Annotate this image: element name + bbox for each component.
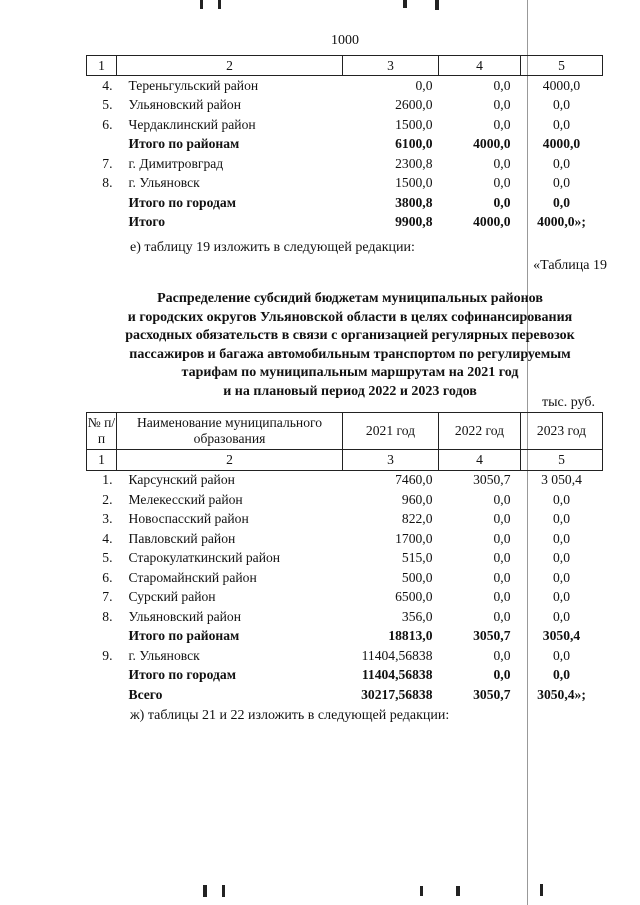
table-row — [87, 470, 603, 490]
row-number: 7. — [102, 155, 113, 171]
row-name: Итого по районам — [128, 628, 240, 644]
row-name: Старокулаткинский район — [128, 550, 281, 566]
scan-artifact-bottom-left — [203, 885, 207, 897]
row-value-col3: 515,0 — [401, 550, 433, 566]
row-value-col5: 3 050,4 — [541, 472, 582, 488]
row-value-col5: 0,0 — [553, 530, 570, 546]
table-row — [87, 96, 603, 116]
row-value-col4: 3050,7 — [473, 472, 511, 488]
row-name: г. Ульяновск — [128, 175, 200, 191]
index-2: 2 — [117, 450, 343, 471]
scan-artifact-top-right2 — [435, 0, 439, 10]
row-value-col5: 0,0 — [553, 116, 570, 132]
row-value-col4: 0,0 — [493, 647, 511, 663]
row-number: 6. — [102, 116, 113, 132]
row-value-col5: 0,0 — [553, 647, 570, 663]
top-header-1: 1 — [87, 56, 117, 76]
top-table-header-row — [87, 56, 603, 76]
row-number: 4. — [102, 530, 113, 546]
main-table-header-row — [87, 413, 603, 450]
row-value-col3: 6500,0 — [395, 589, 433, 605]
table-row — [87, 76, 603, 96]
row-number: 2. — [102, 491, 113, 507]
table-row — [87, 213, 603, 233]
row-value-col4: 3050,7 — [473, 628, 511, 644]
row-value-col4: 0,0 — [493, 608, 511, 624]
scan-artifact-bottom-mid — [222, 885, 225, 897]
row-value-col4: 0,0 — [493, 511, 511, 527]
row-name: Чердаклинский район — [128, 116, 256, 132]
row-value-col3: 30217,56838 — [361, 686, 433, 702]
table-row — [87, 135, 603, 155]
row-value-col3: 3800,8 — [395, 194, 433, 210]
row-number: 7. — [102, 589, 113, 605]
row-value-col4: 0,0 — [493, 550, 511, 566]
row-number: 1. — [102, 472, 113, 488]
row-name: Тереньгульский район — [128, 77, 259, 93]
row-value-col5: 0,0 — [553, 97, 570, 113]
row-value-col4: 0,0 — [493, 77, 511, 93]
row-value-col5: 0,0 — [553, 569, 570, 585]
row-name: Ульяновский район — [128, 608, 241, 624]
row-value-col5: 0,0 — [553, 194, 570, 210]
row-number: 5. — [102, 550, 113, 566]
table-row — [87, 490, 603, 510]
row-value-col4: 4000,0 — [473, 136, 511, 152]
row-number: 5. — [102, 97, 113, 113]
scan-artifact-top-right — [403, 0, 407, 8]
top-table — [86, 55, 603, 232]
row-number: 9. — [102, 647, 113, 663]
top-header-5: 5 — [521, 56, 603, 76]
instruction-e: е) таблицу 19 изложить в следующей редакции: — [130, 240, 415, 255]
row-value-col3: 18813,0 — [388, 628, 433, 644]
row-value-col3: 1500,0 — [395, 175, 433, 191]
row-value-col3: 9900,8 — [395, 214, 433, 230]
table-row — [87, 549, 603, 569]
scan-artifact-bottom-right2 — [456, 886, 460, 896]
scan-artifact-bottom-right3 — [540, 884, 543, 896]
top-header-2: 2 — [117, 56, 343, 76]
row-value-col4: 3050,7 — [473, 686, 511, 702]
row-name: Итого по районам — [128, 136, 240, 152]
row-value-col3: 1500,0 — [395, 116, 433, 132]
title-line: и на плановый период 2022 и 2023 годов — [223, 383, 477, 399]
row-value-col5: 0,0 — [553, 175, 570, 191]
row-value-col4: 0,0 — [493, 491, 511, 507]
row-name: Мелекесский район — [128, 491, 243, 507]
row-value-col4: 0,0 — [493, 97, 511, 113]
row-name: Новоспасский район — [128, 511, 249, 527]
title-line: расходных обязательств в связи с организацией регулярных перевозок — [125, 328, 575, 344]
row-value-col5: 4000,0»; — [537, 214, 586, 230]
row-name: Всего — [128, 686, 163, 702]
header-2022: 2022 год — [439, 413, 521, 450]
row-name: Итого по городам — [128, 667, 236, 683]
title-line: и городских округов Ульяновской области в целях софинансирования — [127, 309, 573, 325]
row-number: 6. — [102, 569, 113, 585]
row-value-col4: 4000,0 — [473, 214, 511, 230]
table-row — [87, 529, 603, 549]
row-number: 4. — [102, 77, 113, 93]
row-name: Старомайнский район — [128, 569, 257, 585]
row-value-col3: 11404,56838 — [361, 667, 433, 683]
row-value-col5: 0,0 — [553, 667, 570, 683]
row-number — [87, 193, 117, 213]
row-value-col3: 822,0 — [401, 511, 433, 527]
table-row — [87, 174, 603, 194]
header-number: № п/п — [87, 413, 117, 450]
top-header-4: 4 — [439, 56, 521, 76]
table-row — [87, 510, 603, 530]
title-line: пассажиров и багажа автомобильным транспортом по регулируемым — [129, 346, 571, 362]
main-table — [86, 412, 603, 705]
row-number — [87, 213, 117, 233]
table-row — [87, 588, 603, 608]
row-name: Ульяновский район — [128, 97, 241, 113]
row-number — [87, 135, 117, 155]
instruction-zh: ж) таблицы 21 и 22 изложить в следующей редакции: — [130, 708, 450, 723]
table-title — [60, 290, 640, 402]
row-value-col4: 0,0 — [493, 569, 511, 585]
row-value-col4: 0,0 — [493, 155, 511, 171]
units-label: тыс. руб. — [542, 395, 595, 410]
scan-artifact-top-mid — [218, 0, 221, 9]
row-name: г. Ульяновск — [128, 647, 200, 663]
row-value-col5: 4000,0 — [542, 136, 581, 152]
row-value-col3: 2300,8 — [395, 155, 433, 171]
row-name: Сурский район — [128, 589, 216, 605]
main-table-index-row — [87, 450, 603, 471]
row-value-col3: 356,0 — [401, 608, 433, 624]
title-line: Распределение субсидий бюджетам муниципальных районов — [157, 291, 543, 306]
row-number: 3. — [102, 511, 113, 527]
row-number: 8. — [102, 175, 113, 191]
table-row — [87, 685, 603, 705]
row-value-col5: 3050,4 — [542, 628, 581, 644]
row-value-col4: 0,0 — [493, 116, 511, 132]
row-value-col3: 500,0 — [401, 569, 433, 585]
row-value-col4: 0,0 — [493, 175, 511, 191]
index-5: 5 — [521, 450, 603, 471]
row-value-col5: 4000,0 — [542, 77, 581, 93]
row-name: Итого — [128, 214, 165, 230]
index-1: 1 — [87, 450, 117, 471]
row-value-col5: 0,0 — [553, 511, 570, 527]
row-number — [87, 685, 117, 705]
row-name: Итого по городам — [128, 194, 236, 210]
row-value-col5: 0,0 — [553, 589, 570, 605]
table-row — [87, 568, 603, 588]
header-municipality: Наименование муниципального образования — [117, 413, 343, 450]
scan-artifact-bottom-right — [420, 886, 423, 896]
row-value-col4: 0,0 — [493, 589, 511, 605]
title-line: тарифам по муниципальным маршрутам на 2021 год — [181, 365, 519, 381]
table-row — [87, 607, 603, 627]
row-value-col5: 0,0 — [553, 491, 570, 507]
index-3: 3 — [343, 450, 439, 471]
page-number: 1000 — [331, 33, 359, 48]
header-2021: 2021 год — [343, 413, 439, 450]
table-row — [87, 646, 603, 666]
row-value-col5: 0,0 — [553, 550, 570, 566]
row-value-col3: 11404,56838 — [361, 647, 433, 663]
row-value-col3: 7460,0 — [395, 472, 433, 488]
row-value-col5: 0,0 — [553, 155, 570, 171]
row-number — [87, 666, 117, 686]
row-value-col3: 6100,0 — [395, 136, 433, 152]
table-row — [87, 627, 603, 647]
table-label: «Таблица 19 — [533, 258, 607, 273]
table-row — [87, 154, 603, 174]
row-value-col5: 0,0 — [553, 608, 570, 624]
row-number — [87, 627, 117, 647]
row-value-col4: 0,0 — [493, 530, 511, 546]
table-row — [87, 193, 603, 213]
row-value-col3: 0,0 — [415, 77, 433, 93]
row-value-col3: 960,0 — [401, 491, 433, 507]
row-name: г. Димитровград — [128, 155, 224, 171]
row-name: Павловский район — [128, 530, 236, 546]
row-value-col5: 3050,4»; — [537, 686, 586, 702]
scan-artifact-top-left — [200, 0, 203, 9]
table-row — [87, 115, 603, 135]
row-value-col4: 0,0 — [493, 194, 511, 210]
table-row — [87, 666, 603, 686]
top-header-3: 3 — [343, 56, 439, 76]
row-value-col4: 0,0 — [493, 667, 511, 683]
index-4: 4 — [439, 450, 521, 471]
row-value-col3: 2600,0 — [395, 97, 433, 113]
row-name: Карсунский район — [128, 472, 235, 488]
row-number: 8. — [102, 608, 113, 624]
row-value-col3: 1700,0 — [395, 530, 433, 546]
header-2023: 2023 год — [521, 413, 603, 450]
